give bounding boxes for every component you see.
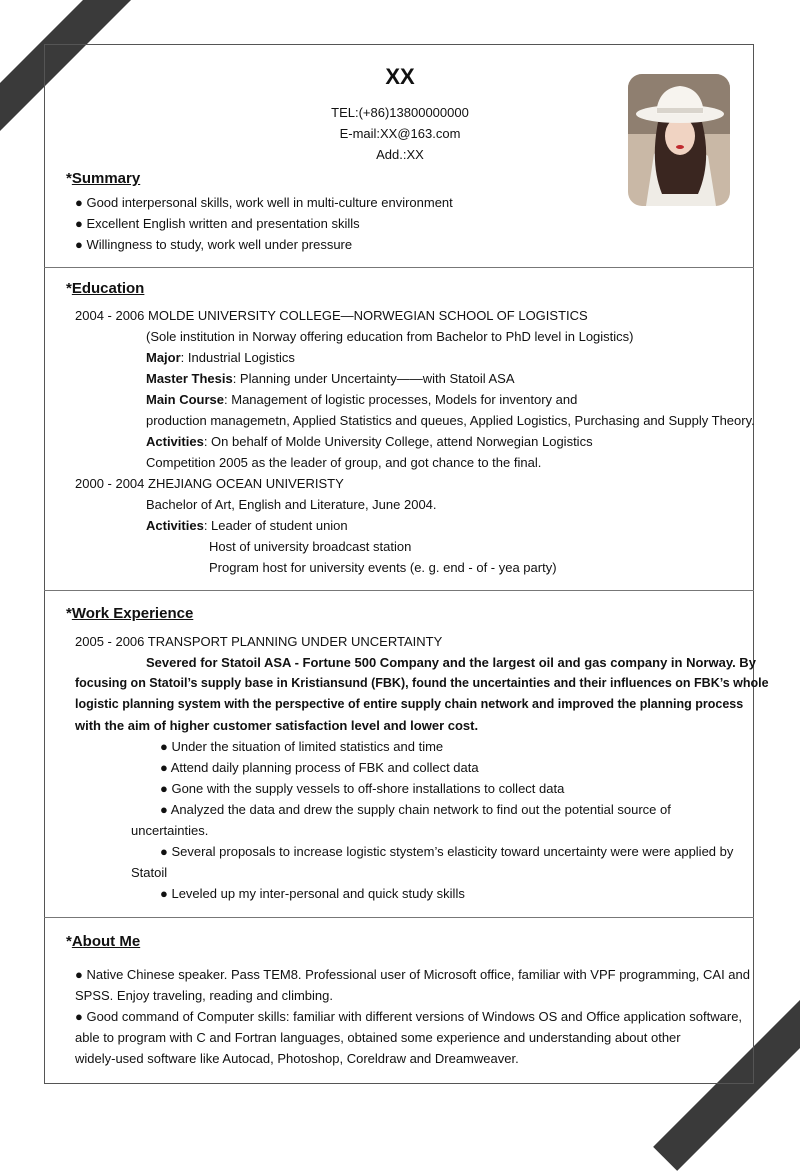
education-1-description: (Sole institution in Norway offering education from Bachelor to PhD level in Logistics) [146,329,634,344]
about-line-3: ● Good command of Computer skills: familiar with different versions of Windows OS and Office application software, [75,1009,743,1024]
about-line-4: able to program with C and Fortran languages, obtained some experience and understanding about other [75,1030,681,1045]
section-divider [44,590,754,591]
profile-photo [628,74,730,206]
summary-item-3: ● Willingness to study, work well under pressure [75,237,353,252]
work-bullet-6: ● Leveled up my inter-personal and quick study skills [160,886,465,901]
work-description-line-4: with the aim of higher customer satisfaction level and lower cost. [75,718,479,733]
education-2-activity-2: Host of university broadcast station [209,539,412,554]
education-2-activity-3: Program host for university events (e. g. end - of - yea party) [209,560,557,575]
summary-item-1: ● Good interpersonal skills, work well in multi-culture environment [75,195,453,210]
summary-heading: *Summary [66,170,141,187]
work-bullet-4: ● Analyzed the data and drew the supply chain network to find out the potential source of [160,802,671,817]
work-bullet-5: ● Several proposals to increase logistic stystem’s elasticity toward uncertainty were were applied by [160,844,734,859]
work-bullet-3: ● Gone with the supply vessels to off-shore installations to collect data [160,781,565,796]
education-2-header: 2000 - 2004 ZHEJIANG OCEAN UNIVERISTY [75,476,344,491]
about-line-2: SPSS. Enjoy traveling, reading and climbing. [75,988,333,1003]
about-line-1: ● Native Chinese speaker. Pass TEM8. Professional user of Microsoft office, familiar with VPF programming, CAI and [75,967,750,982]
work-bullet-5-cont: Statoil [131,865,168,880]
work-bullet-2: ● Attend daily planning process of FBK and collect data [160,760,479,775]
about-line-5: widely-used software like Autocad, Photoshop, Coreldraw and Dreamweaver. [75,1051,519,1066]
work-description-line-2: focusing on Statoil’s supply base in Kristiansund (FBK), found the uncertainties and their influences on FBK’s whole [75,676,769,690]
education-2-activities: Activities: Leader of student union [146,518,348,533]
education-1-header: 2004 - 2006 MOLDE UNIVERSITY COLLEGE—NORWEGIAN SCHOOL OF LOGISTICS [75,308,588,323]
education-1-thesis: Master Thesis: Planning under Uncertainty——with Statoil ASA [146,371,515,386]
education-1-major: Major: Industrial Logistics [146,350,295,365]
work-description-line-1: Severed for Statoil ASA - Fortune 500 Company and the largest oil and gas company in Norway. By [146,655,756,670]
work-heading: *Work Experience [66,605,194,622]
education-1-course-cont: production managemetn, Applied Statistics and queues, Applied Logistics, Purchasing and Supply Theory. [146,413,755,428]
work-header: 2005 - 2006 TRANSPORT PLANNING UNDER UNCERTAINTY [75,634,443,649]
education-2-degree: Bachelor of Art, English and Literature, June 2004. [146,497,437,512]
summary-item-2: ● Excellent English written and presentation skills [75,216,360,231]
work-description-line-3: logistic planning system with the perspective of entire supply chain network and improved the planning process [75,697,744,711]
education-heading: *Education [66,280,145,297]
education-1-activities-cont: Competition 2005 as the leader of group, and got chance to the final. [146,455,542,470]
section-divider [44,267,754,268]
contact-tel: TEL:(+86)13800000000 [331,105,469,120]
contact-email: E-mail:XX@163.com [339,126,461,141]
education-1-activities: Activities: On behalf of Molde University College, attend Norwegian Logistics [146,434,593,449]
work-bullet-4-cont: uncertainties. [131,823,209,838]
section-divider [44,917,754,918]
contact-address: Add.:XX [376,147,424,162]
work-bullet-1: ● Under the situation of limited statistics and time [160,739,444,754]
candidate-name: XX [385,64,415,89]
education-1-course: Main Course: Management of logistic processes, Models for inventory and [146,392,578,407]
profile-photo-illustration [628,74,730,206]
about-heading: *About Me [66,933,141,950]
